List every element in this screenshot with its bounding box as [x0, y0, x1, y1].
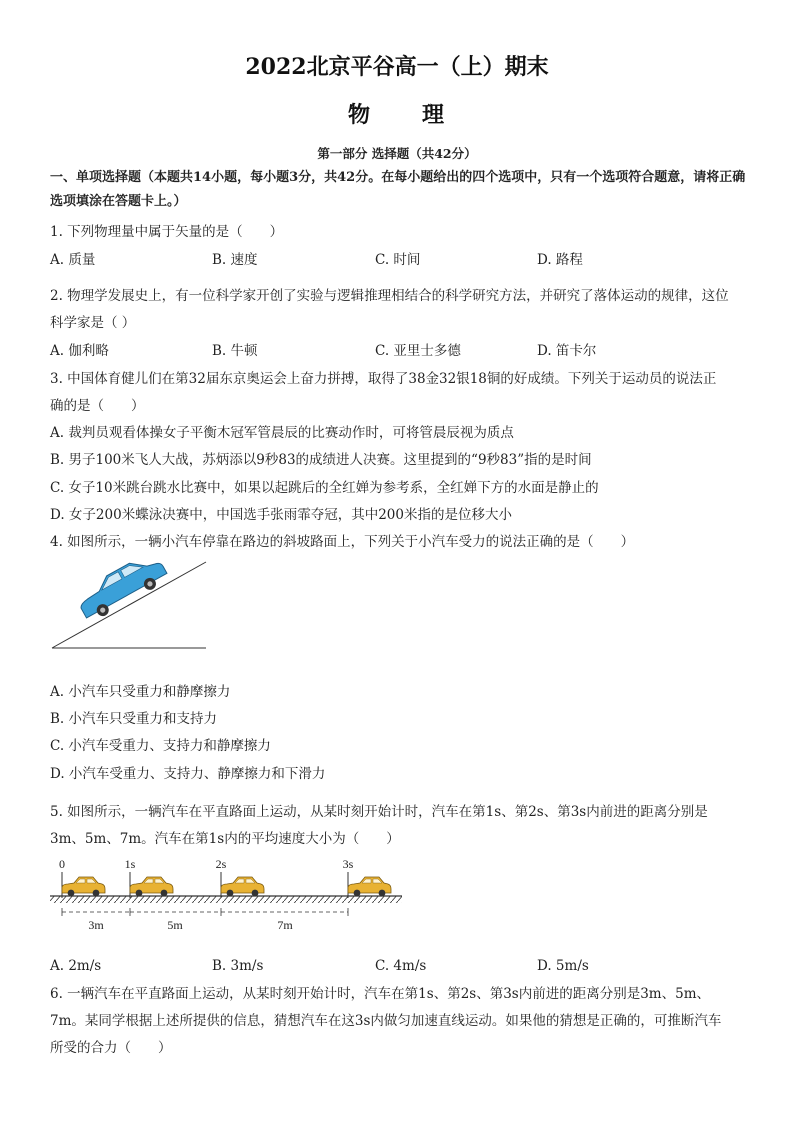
q2-option-d: D. 笛卡尔 — [537, 343, 597, 359]
time-label-3s: 3s — [342, 857, 354, 871]
distance-label-2: 5m — [167, 918, 183, 932]
q2-option-b: B. 牛顿 — [212, 343, 258, 359]
car-icon-t0 — [62, 877, 105, 896]
distance-label-3: 7m — [277, 918, 293, 932]
q4-option-d: D. 小汽车受重力、支持力、静摩擦力和下滑力 — [50, 766, 326, 782]
q4-slope-figure — [50, 558, 210, 653]
car-icon-t3 — [348, 877, 391, 896]
q3-stem-line-2: 确的是（ ） — [50, 398, 145, 414]
q6-stem-line-1: 6. 一辆汽车在平直路面上运动，从某时刻开始计时，汽车在第1s、第2s、第3s内前进的距离分别是3m、5m、 — [50, 986, 711, 1002]
part-heading: 第一部分 选择题（共42分） — [317, 146, 477, 161]
q2-option-c: C. 亚里士多德 — [375, 343, 461, 359]
q3-option-a: A. 裁判员观看体操女子平衡木冠军管晨辰的比赛动作时，可将管晨辰视为质点 — [50, 425, 514, 441]
q6-stem-line-3: 所受的合力（ ） — [50, 1040, 172, 1056]
q5-option-d: D. 5m/s — [537, 958, 589, 974]
parked-car-icon — [73, 558, 170, 624]
q2-stem-line-2: 科学家是（ ） — [50, 315, 136, 331]
q1-stem: 1. 下列物理量中属于矢量的是（ ） — [50, 224, 284, 240]
q1-option-c: C. 时间 — [375, 252, 421, 268]
q2-option-a: A. 伽利略 — [50, 343, 109, 359]
q1-options — [50, 251, 750, 269]
time-label-2s: 2s — [215, 857, 227, 871]
q2-stem-line-1: 2. 物理学发展史上，有一位科学家开创了实验与逻辑推理相结合的科学研究方法，并研究了落体运动的规律，这位 — [50, 288, 729, 304]
road-hatch — [50, 896, 402, 903]
car-icon-t2 — [221, 877, 264, 896]
q1-option-b: B. 速度 — [212, 252, 258, 268]
subject-heading — [0, 98, 794, 129]
q3-option-d: D. 女子200米蝶泳决赛中，中国选手张雨霏夺冠，其中200米指的是位移大小 — [50, 507, 512, 523]
q3-option-b: B. 男子100米飞人大战，苏炳添以9秒83的成绩进人决赛。这里提到的“9秒83”指的是时间 — [50, 452, 592, 468]
q4-option-b: B. 小汽车只受重力和支持力 — [50, 711, 218, 727]
subject-char-2: 理 — [422, 102, 447, 128]
q4-stem: 4. 如图所示，一辆小汽车停靠在路边的斜坡路面上，下列关于小汽车受力的说法正确的是（ ） — [50, 534, 635, 550]
q5-option-a: A. 2m/s — [50, 958, 102, 974]
q2-options — [50, 342, 750, 360]
q1-option-a: A. 质量 — [50, 252, 96, 268]
subject-char-1: 物 — [347, 102, 372, 128]
q5-stem-line-1: 5. 如图所示，一辆汽车在平直路面上运动，从某时刻开始计时，汽车在第1s、第2s、第3s内前进的距离分别是 — [50, 804, 708, 820]
section-instructions: 一、单项选择题（本题共14小题，每小题3分，共42分。在每小题给出的四个选项中，只有一个选项符合题意，请将正确选项填涂在答题卡上。） — [50, 170, 746, 209]
time-label-0: 0 — [59, 857, 65, 871]
q5-option-c: C. 4m/s — [375, 958, 427, 974]
q3-option-c: C. 女子10米跳台跳水比赛中，如果以起跳后的全红婵为参考系，全红婵下方的水面是静止的 — [50, 480, 599, 496]
q5-motion-figure — [50, 852, 410, 934]
q5-stem-line-2: 3m、5m、7m。汽车在第1s内的平均速度大小为（ ） — [50, 831, 400, 847]
q6-stem-line-2: 7m。某同学根据上述所提供的信息，猜想汽车在这3s内做匀加速直线运动。如果他的猜想是正确的，可推断汽车 — [50, 1013, 722, 1029]
q4-option-a: A. 小汽车只受重力和静摩擦力 — [50, 684, 231, 700]
car-icon-t1 — [130, 877, 173, 896]
q1-option-d: D. 路程 — [537, 252, 583, 268]
q3-stem-line-1: 3. 中国体育健儿们在第32届东京奥运会上奋力拼搏，取得了38金32银18铜的好成绩。下列关于运动员的说法正 — [50, 371, 717, 387]
distance-label-1: 3m — [88, 918, 104, 932]
q5-options — [50, 957, 750, 975]
time-label-1s: 1s — [124, 857, 136, 871]
exam-title: 2022北京平谷高一（上）期末 — [245, 54, 549, 80]
q4-option-c: C. 小汽车受重力、支持力和静摩擦力 — [50, 738, 271, 754]
q5-option-b: B. 3m/s — [212, 958, 264, 974]
